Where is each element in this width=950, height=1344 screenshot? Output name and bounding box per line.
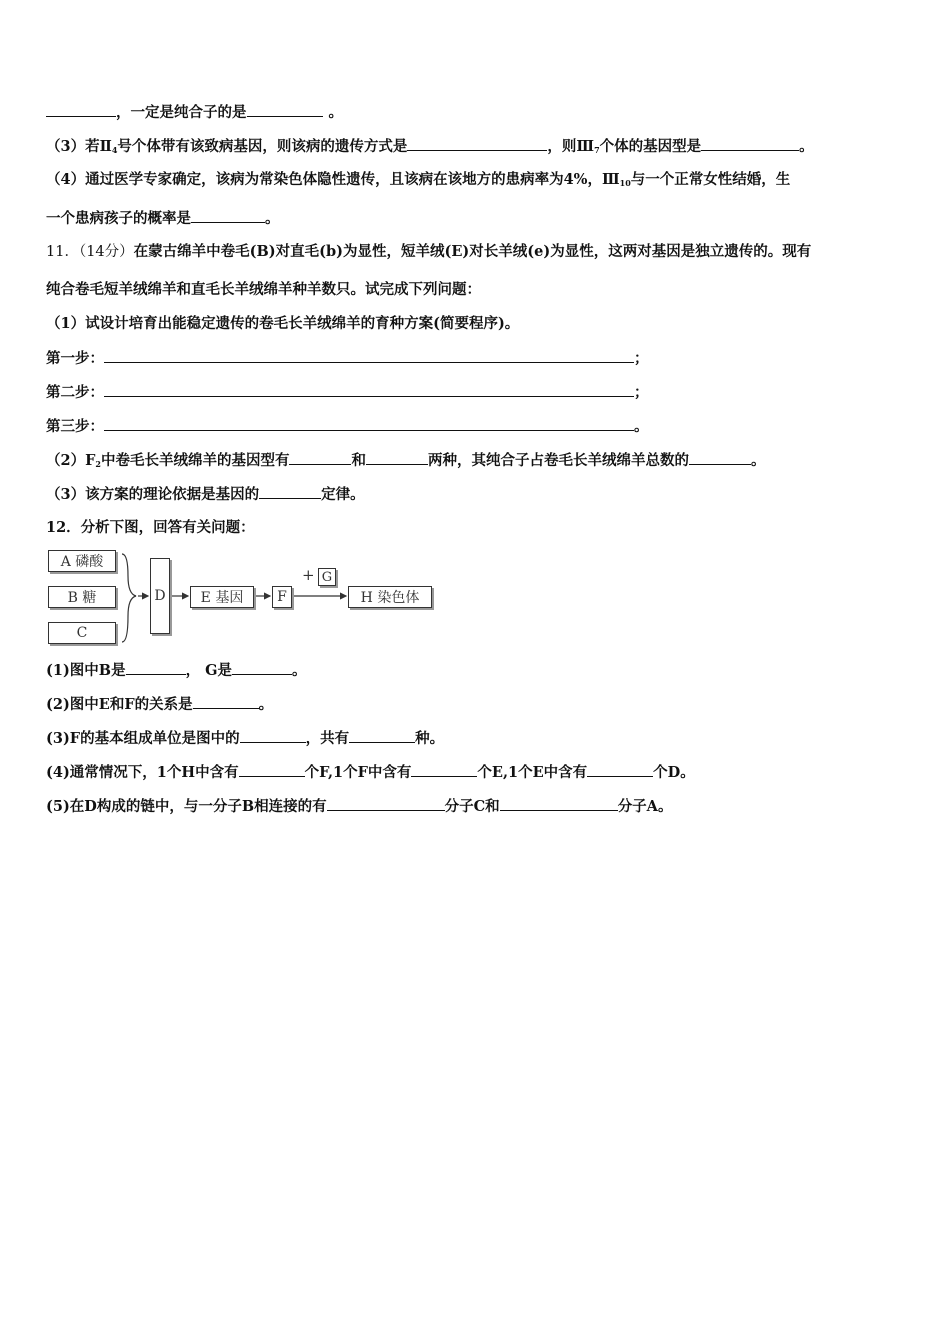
flow-diagram [46, 546, 436, 648]
box-c: C [48, 622, 116, 644]
answer-blank[interactable] [104, 382, 634, 397]
q12-s5: (5)在D构成的链中，与一分子B相连接的有 分子C和 分子A。 [46, 798, 673, 815]
answer-blank[interactable] [191, 208, 265, 223]
answer-blank[interactable] [366, 450, 428, 465]
q12-s4: (4)通常情况下，1个H中含有 个F,1个F中含有 个E,1个E中含有 个D。 [46, 764, 695, 781]
plus-sign: + [302, 566, 315, 584]
answer-blank[interactable] [289, 450, 351, 465]
answer-blank[interactable] [247, 102, 323, 117]
box-h-chromosome: H 染色体 [348, 586, 432, 608]
answer-blank[interactable] [232, 660, 292, 675]
box-f: F [272, 586, 292, 608]
answer-blank[interactable] [327, 796, 445, 811]
box-e-gene: E 基因 [190, 586, 254, 608]
answer-blank[interactable] [46, 102, 116, 117]
answer-blank[interactable] [259, 484, 321, 499]
q11-step3: 第三步： 。 [46, 418, 649, 435]
q10-part4-line1: （4）通过医学专家确定，该病为常染色体隐性遗传，且该病在该地方的患病率为4%，$Ⅲ_{10}$与一个正常女性结婚，生 [46, 171, 791, 188]
q10-line1: ，一定是纯合子的是 。 [46, 102, 343, 123]
q12-s3: (3)F的基本组成单位是图中的 ，共有 种。 [46, 730, 445, 747]
answer-blank[interactable] [689, 450, 751, 465]
answer-blank[interactable] [500, 796, 618, 811]
answer-blank[interactable] [407, 136, 547, 151]
answer-blank[interactable] [104, 416, 634, 431]
q11-intro-line2: 纯合卷毛短羊绒绵羊和直毛长羊绒绵羊种羊数只。试完成下列问题： [46, 281, 481, 298]
q10-part3: （3）若$Ⅱ_4$号个体带有该致病基因，则该病的遗传方式是 ，则$Ⅲ_7$个体的基因型是 。 [46, 138, 814, 155]
diagram-connectors [46, 546, 436, 648]
q10-part4-line2: 一个患病孩子的概率是 。 [46, 210, 280, 227]
q11-part1: （1）试设计培育出能稳定遗传的卷毛长羊绒绵羊的育种方案(简要程序)。 [46, 315, 520, 332]
q11-step2: 第二步： ； [46, 384, 649, 401]
answer-blank[interactable] [411, 762, 477, 777]
answer-blank[interactable] [240, 728, 306, 743]
q11-part2: $(2)F_2$中卷毛长羊绒绵羊的基因型有 和 两种，其纯合子占卷毛长羊绒绵羊总数的 。 [46, 452, 766, 469]
q12-s2: (2)图中E和F的关系是 。 [46, 696, 274, 713]
answer-blank[interactable] [587, 762, 653, 777]
q11-intro-line1: 11．（14分）在蒙古绵羊中卷毛(B)对直毛(b)为显性，短羊绒(E)对长羊绒(e)为显性，这两对基因是独立遗传的。现有 [46, 243, 812, 260]
answer-blank[interactable] [701, 136, 799, 151]
box-d: D [150, 558, 170, 634]
box-a-phosphate: A 磷酸 [48, 550, 116, 572]
q11-step1: 第一步： ； [46, 350, 649, 367]
answer-blank[interactable] [349, 728, 415, 743]
answer-blank[interactable] [126, 660, 186, 675]
box-g: G [318, 568, 336, 586]
answer-blank[interactable] [193, 694, 259, 709]
q11-part3: （3）该方案的理论依据是基因的 定律。 [46, 486, 365, 503]
q12-title: 12．分析下图，回答有关问题： [46, 519, 255, 536]
brace-icon [122, 554, 136, 642]
answer-blank[interactable] [104, 348, 634, 363]
answer-blank[interactable] [239, 762, 305, 777]
box-b-sugar: B 糖 [48, 586, 116, 608]
q12-s1: (1)图中B是 ， G是 。 [46, 662, 307, 679]
